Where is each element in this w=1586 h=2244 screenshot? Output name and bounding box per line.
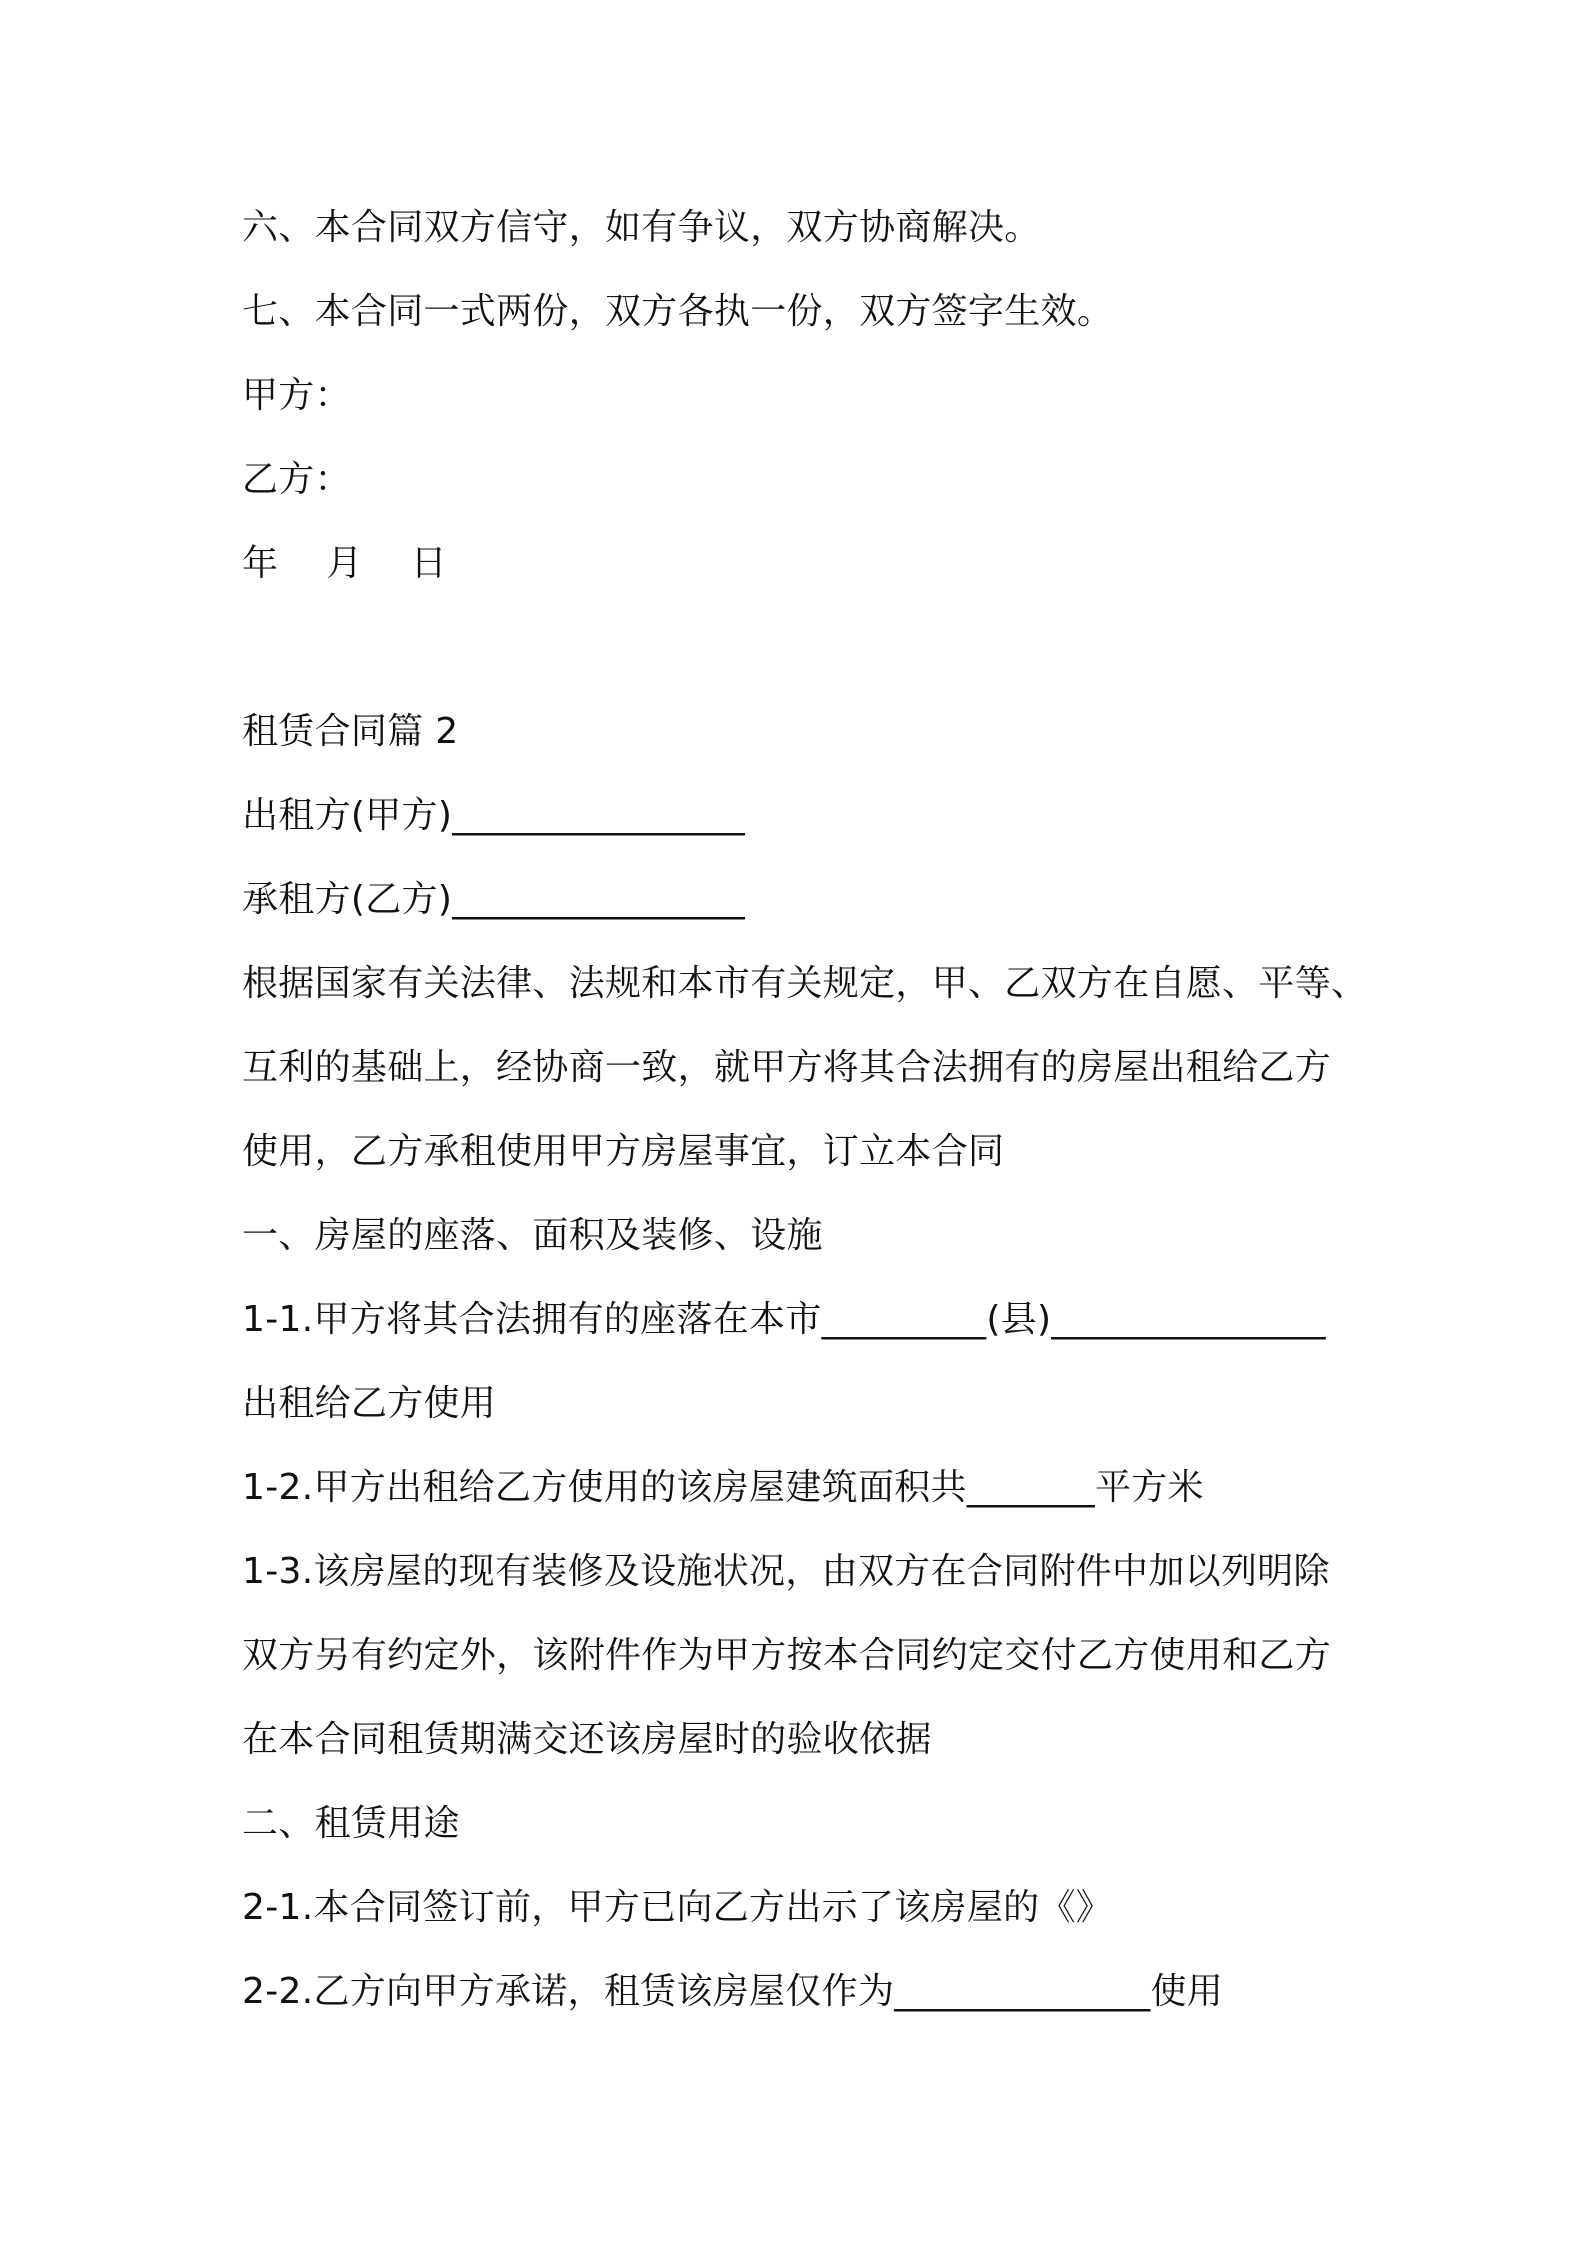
preamble-line-2: 互利的基础上，经协商一致，就甲方将其合法拥有的房屋出租给乙方 (242, 1047, 1332, 1088)
clause-2-1: 2-1.本合同签订前，甲方已向乙方出示了该房屋的《》 (242, 1887, 1113, 1928)
clause-2-2: 2-2.乙方向甲方承诺，租赁该房屋仅作为______________使用 (242, 1971, 1224, 2012)
clause-1-3-line-3: 在本合同租赁期满交还该房屋时的验收依据 (242, 1719, 932, 1760)
clause-1-3-line-1: 1-3.该房屋的现有装修及设施状况，由双方在合同附件中加以列明除 (242, 1551, 1330, 1592)
lessor-line: 出租方(甲方)________________ (242, 795, 745, 836)
preamble-line-1: 根据国家有关法律、法规和本市有关规定，甲、乙双方在自愿、平等、 (242, 963, 1368, 1004)
clause-7: 七、本合同一式两份，双方各执一份，双方签字生效。 (242, 291, 1114, 332)
party-a-signature-line: 甲方： (242, 375, 351, 416)
heading-1: 一、房屋的座落、面积及装修、设施 (242, 1215, 823, 1256)
preamble-line-3: 使用，乙方承租使用甲方房屋事宜，订立本合同 (242, 1131, 1005, 1172)
clause-6: 六、本合同双方信守，如有争议，双方协商解决。 (242, 207, 1041, 248)
clause-1-2: 1-2.甲方出租给乙方使用的该房屋建筑面积共_______平方米 (242, 1467, 1204, 1508)
section-title: 租赁合同篇 2 (242, 711, 459, 752)
lessee-line: 承租方(乙方)________________ (242, 879, 745, 920)
clause-1-3-line-2: 双方另有约定外，该附件作为甲方按本合同约定交付乙方使用和乙方 (242, 1635, 1332, 1676)
party-b-signature-line: 乙方： (242, 459, 351, 500)
clause-1-1-line-1: 1-1.甲方将其合法拥有的座落在本市_________(县)_______________ (242, 1299, 1326, 1340)
date-line: 年 月 日 (242, 543, 447, 584)
clause-1-1-line-2: 出租给乙方使用 (242, 1383, 497, 1424)
heading-2: 二、租赁用途 (242, 1803, 460, 1844)
